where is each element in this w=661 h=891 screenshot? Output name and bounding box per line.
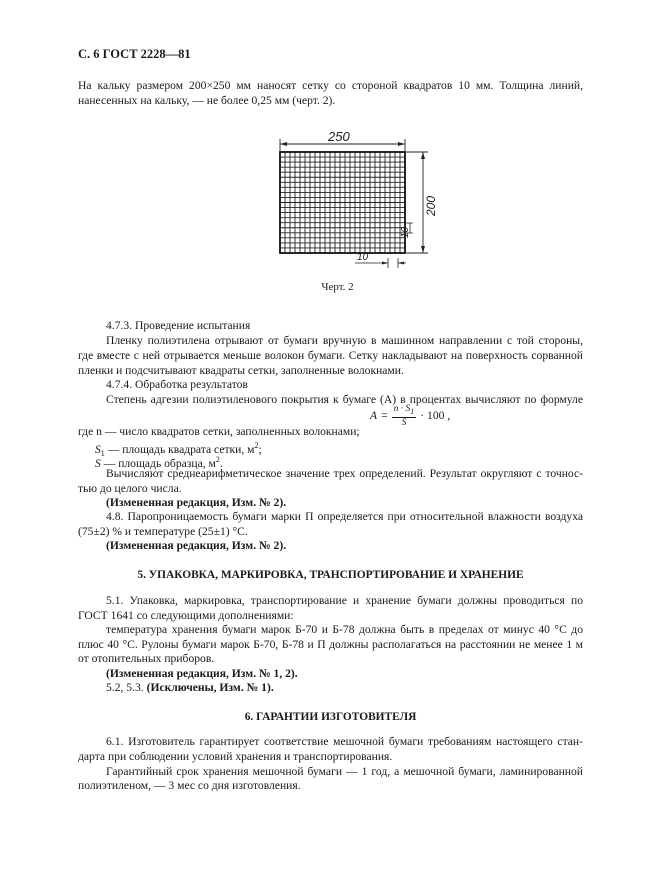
grid-figure — [270, 126, 440, 276]
sec-5-1-line-4: плюс 40 °С. Рулоны бумаги марок Б-70, Б-78 и П должны располагаться на расстоянии не менее 1 м — [78, 638, 583, 651]
excluded-note: 5.2, 5.3. (Исключены, Изм. № 1). — [106, 681, 274, 694]
formula-fraction — [392, 404, 417, 428]
page-title: С. 6 ГОСТ 2228—81 — [78, 47, 191, 61]
sec-6-2-line-1: Гарантийный срок хранения мешочной бумаги — 1 год, а мешочной бумаги, ламинированной — [106, 765, 583, 778]
sec-4-7-3-heading: 4.7.3. Проведение испытания — [106, 319, 251, 332]
section-6-title: 6. ГАРАНТИИ ИЗГОТОВИТЕЛЯ — [244, 711, 417, 723]
intro-line-1: На кальку размером 200×250 мм наносят сетку со стороной квадратов 10 мм. Толщина линий, — [78, 79, 583, 92]
sec-4-7-3-line-3: пленки и подсчитывают квадраты сетки, заполненные волокнами. — [78, 364, 404, 377]
intro-line-2: нанесенных на кальку, — не более 0,25 мм (черт. 2). — [78, 94, 336, 107]
formula-lhs: A — [370, 408, 378, 422]
sec-4-8-line-1: 4.8. Паропроницаемость бумаги марки П определяется при относительной влажности воздуха — [106, 510, 583, 523]
s-definition: S — площадь образца, $м^2$. — [95, 455, 223, 470]
adhesion-formula — [370, 404, 450, 428]
result-line-2: тью до целого числа. — [78, 482, 182, 495]
grid-lines — [280, 152, 405, 253]
sec-6-2-line-2: полиэтиленом, — 3 мес со дня изготовления. — [78, 779, 301, 792]
sec-4-7-4-heading: 4.7.4. Обработка результатов — [106, 378, 248, 391]
s1-definition: $S_1$ — площадь квадрата сетки, $м^2$; — [95, 441, 262, 459]
sec-5-1-line-2: ГОСТ 1641 со следующими дополнениями: — [78, 609, 294, 622]
figure-caption: Черт. 2 — [321, 281, 354, 293]
revision-note-1: (Измененная редакция, Изм. № 2). — [106, 496, 287, 509]
sec-6-1-line-1: 6.1. Изготовитель гарантирует соответствие мешочной бумаги требованиям настоящего стан- — [106, 735, 583, 748]
sec-6-1-line-2: дарта при соблюдении условий хранения и транспортирования. — [78, 750, 393, 763]
height-label: 200 — [424, 195, 438, 216]
cell-label-bottom: 10 — [357, 252, 369, 263]
sec-4-8-line-2: (75±2) % и температуре (25±1) °С. — [78, 525, 248, 538]
sec-4-7-4-line-1: Степень адгезии полиэтиленового покрытия к бумаге (A) в процентах вычисляют по формуле — [106, 393, 583, 406]
formula-eq: = — [381, 408, 388, 422]
sec-4-7-3-line-2: где вместе с ней отрывается меньше волокон бумаги. Сетку накладывают на поверхность сорванной — [78, 349, 583, 362]
formula-tail: · 100 , — [420, 408, 451, 422]
where-n-line: где n — число квадратов сетки, заполненных волокнами; — [78, 425, 360, 438]
revision-note-2: (Измененная редакция, Изм. № 2). — [106, 539, 287, 552]
formula-numerator: $n \cdot S_1$ — [393, 404, 415, 416]
section-5-title: 5. УПАКОВКА, МАРКИРОВКА, ТРАНСПОРТИРОВАНИЕ И ХРАНЕНИЕ — [137, 569, 524, 581]
formula-denominator: S — [401, 417, 407, 428]
sec-5-1-line-3: температура хранения бумаги марок Б-70 и Б-78 должна быть в пределах от минус 40 °С до — [106, 623, 583, 636]
sec-4-7-3-line-1: Пленку полиэтилена отрывают от бумаги вручную в машинном направлении с той стороны, — [106, 334, 583, 347]
sec-5-1-line-1: 5.1. Упаковка, маркировка, транспортирование и хранение бумаги должны проводиться по — [106, 594, 583, 607]
result-line-1: Вычисляют среднеарифметическое значение трех определений. Результат округляют с точнос- — [106, 467, 583, 480]
cell-label-side: 10 — [400, 226, 411, 238]
grid-drawing — [270, 126, 440, 276]
width-label: 250 — [328, 129, 350, 144]
revision-note-3: (Измененная редакция, Изм. № 1, 2). — [106, 667, 298, 680]
sec-5-1-line-5: от отопительных приборов. — [78, 652, 215, 665]
